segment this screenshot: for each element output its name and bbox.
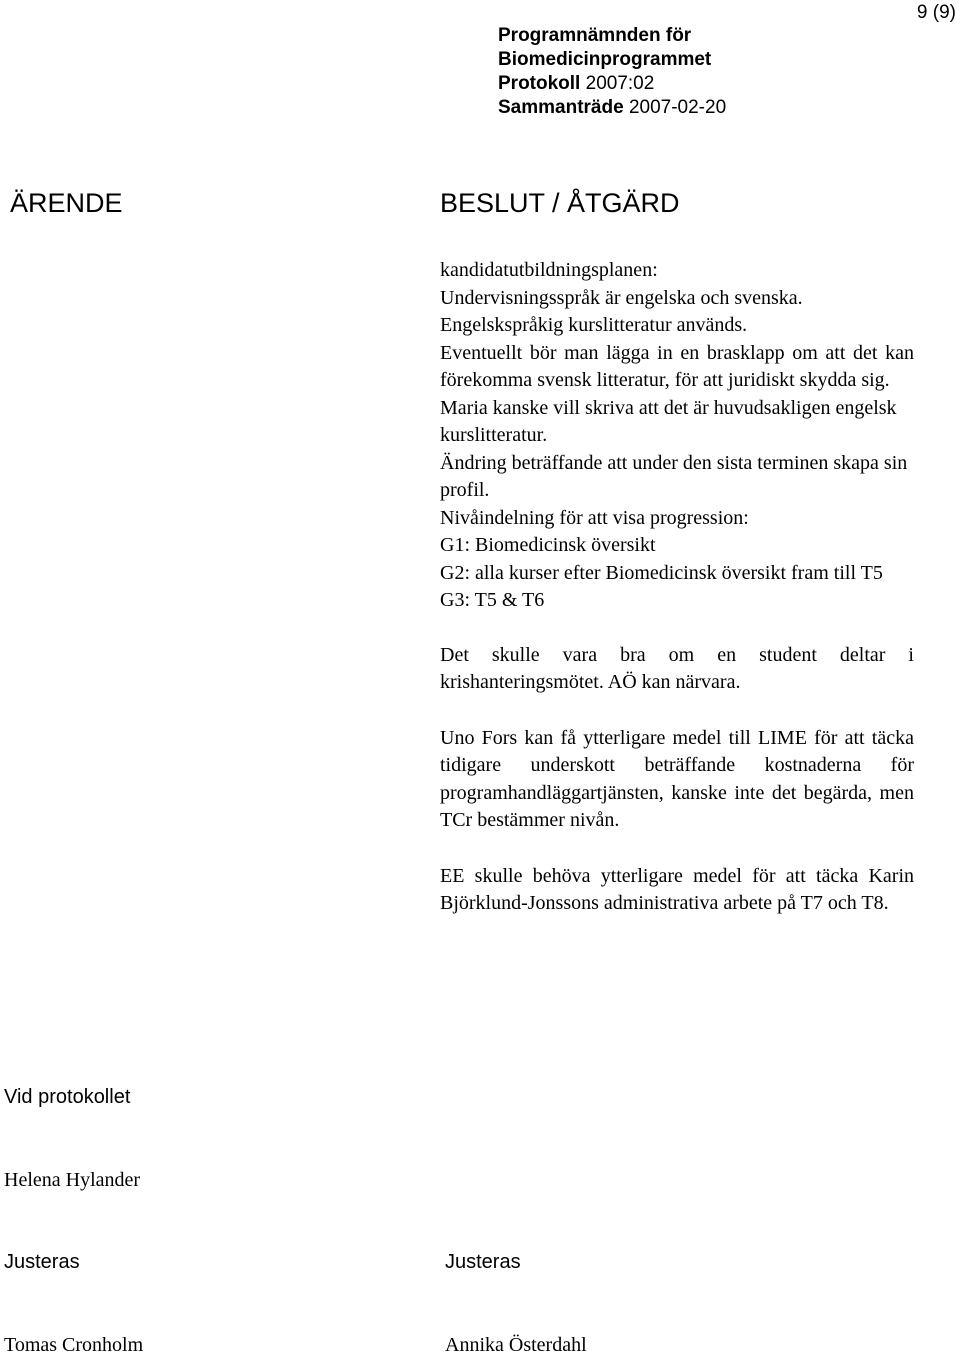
decision-text — [440, 257, 914, 918]
paragraph: Maria kanske vill skriva att det är huvudsakligen engelsk kurslitteratur. — [440, 396, 897, 446]
adjuster-name-right: Annika Österdahl — [445, 1334, 587, 1356]
protocol-label: Protokoll — [498, 73, 581, 94]
paragraph: G2: alla kurser efter Biomedicinsk översikt fram till T5 — [440, 561, 883, 584]
paragraph: Eventuellt bör man lägga in en brasklapp om att det kan förekomma svensk litteratur, för att juridiskt skydda sig. — [440, 341, 914, 391]
paragraph: Det skulle vara bra om en student deltar i krishanteringsmötet. AÖ kan närvara. — [440, 643, 914, 693]
meeting-date — [498, 96, 726, 120]
programme-name: Biomedicinprogrammet — [498, 49, 712, 70]
justeras-label-left: Justeras — [4, 1251, 80, 1273]
meeting-label: Sammanträde — [498, 97, 624, 118]
paragraph: kandidatutbildningsplanen: — [440, 259, 658, 281]
paragraph: Engelskspråkig kurslitteratur används. — [440, 314, 748, 336]
paragraph: Uno Fors kan få ytterligare medel till LIME för att täcka tidigare underskott beträffande kostnaderna för programhandläggartjänsten, kanske inte det begärda, men TCr bestämmer nivån. — [440, 726, 914, 831]
document-header — [498, 24, 726, 120]
justeras-label-right: Justeras — [445, 1251, 521, 1273]
vid-protokollet-label: Vid protokollet — [4, 1086, 131, 1108]
column-heading-beslut: BESLUT / ÅTGÄRD — [440, 188, 680, 218]
paragraph: Ändring beträffande att under den sista terminen skapa sin profil. — [440, 451, 908, 501]
paragraph: Undervisningsspråk är engelska och svenska. — [440, 286, 803, 309]
paragraph: EE skulle behöva ytterligare medel för att täcka Karin Björklund-Jonssons administrativa arbete på T7 och T8. — [440, 864, 914, 914]
column-heading-arende: ÄRENDE — [10, 188, 123, 218]
protocol-number — [498, 72, 726, 96]
adjuster-name-left: Tomas Cronholm — [4, 1334, 144, 1356]
committee-name: Programnämnden för — [498, 25, 692, 46]
paragraph: Nivåindelning för att visa progression: — [440, 506, 749, 529]
paragraph: G3: T5 & T6 — [440, 589, 545, 611]
secretary-name: Helena Hylander — [4, 1169, 141, 1191]
paragraph: G1: Biomedicinsk översikt — [440, 534, 656, 556]
page-number: 9 (9) — [916, 2, 956, 23]
protocol-value: 2007:02 — [585, 73, 655, 94]
meeting-value: 2007-02-20 — [628, 97, 727, 118]
